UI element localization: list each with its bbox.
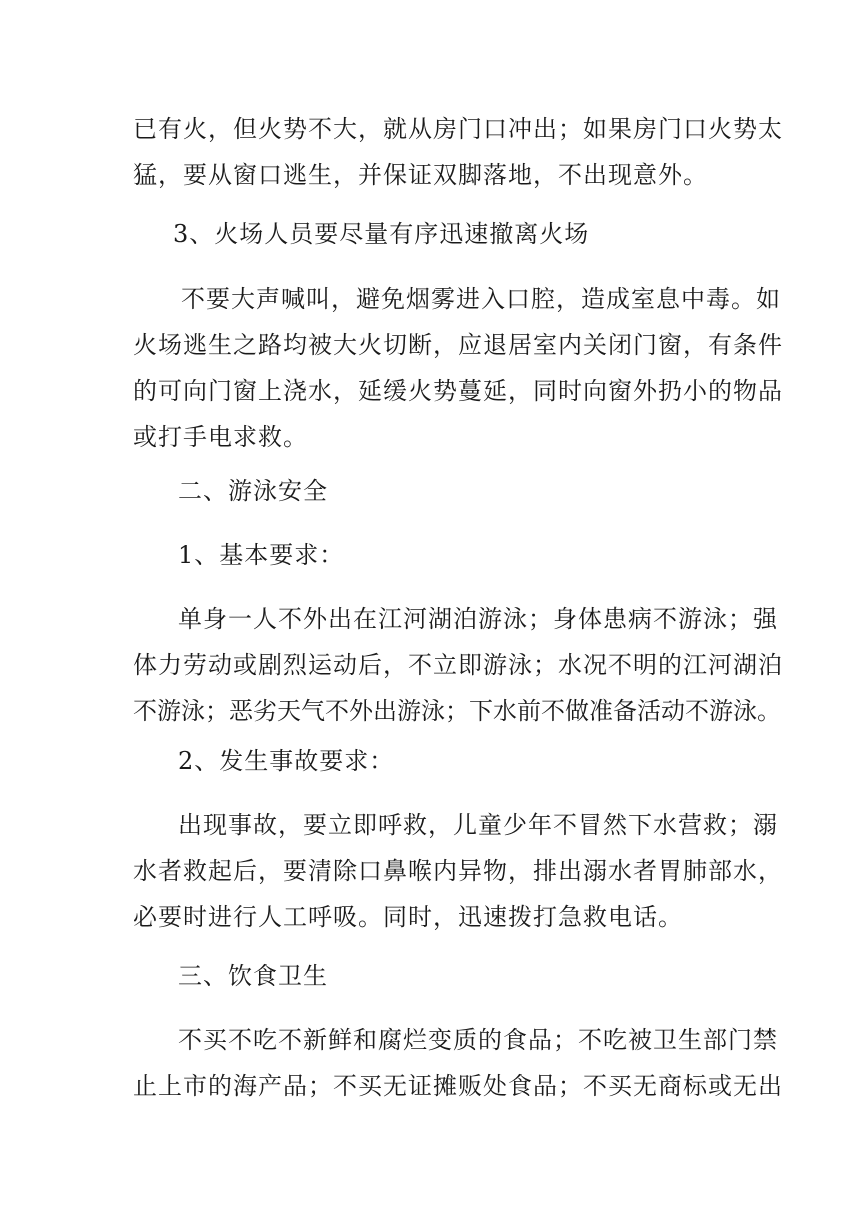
text-line: 已有火，但火势不大，就从房门口冲出；如果房门口火势太	[133, 115, 783, 143]
text-line: 猛，要从窗口逃生，并保证双脚落地，不出现意外。	[133, 161, 708, 189]
subheading-accident-requirements	[178, 738, 778, 784]
text-line: 必要时进行人工呼吸。同时，迅速拨打急救电话。	[133, 903, 683, 931]
paragraph-fire-escape-continued	[133, 106, 783, 198]
text-line: 单身一人不外出在江河湖泊游泳；身体患病不游泳；强	[178, 605, 778, 633]
heading-evacuate-fire-scene	[173, 211, 773, 257]
heading-text: 3、火场人员要尽量有序迅速撤离火场	[173, 220, 590, 248]
text-line: 不买不吃不新鲜和腐烂变质的食品；不吃被卫生部门禁	[178, 1026, 778, 1054]
heading-text: 1、基本要求：	[178, 541, 345, 569]
text-line: 或打手电求救。	[133, 423, 308, 451]
paragraph-food-rules	[133, 1017, 783, 1109]
heading-text: 三、饮食卫生	[178, 962, 328, 990]
paragraph-accident-response	[133, 802, 783, 940]
paragraph-swimming-rules	[133, 596, 783, 734]
text-line: 的可向门窗上浇水，延缓火势蔓延，同时向窗外扔小的物品	[133, 377, 783, 405]
heading-text: 二、游泳安全	[178, 477, 328, 505]
paragraph-fire-escape-guidance	[133, 276, 783, 460]
text-line: 火场逃生之路均被大火切断，应退居室内关闭门窗，有条件	[133, 331, 783, 359]
text-line: 出现事故，要立即呼救，儿童少年不冒然下水营救；溺	[178, 811, 778, 839]
section-heading-food-hygiene	[178, 953, 778, 999]
text-line: 不游泳；恶劣天气不外出游泳；下水前不做准备活动不游泳。	[133, 697, 781, 725]
section-heading-swimming-safety	[178, 468, 778, 514]
text-line: 止上市的海产品；不买无证摊贩处食品；不买无商标或无出	[133, 1072, 783, 1100]
text-line: 水者救起后，要清除口鼻喉内异物，排出溺水者胃肺部水，	[133, 857, 783, 885]
heading-text: 2、发生事故要求：	[178, 747, 395, 775]
subheading-basic-requirements	[178, 532, 778, 578]
text-line: 不要大声喊叫，避免烟雾进入口腔，造成室息中毒。如	[181, 285, 781, 313]
text-line: 体力劳动或剧烈运动后，不立即游泳；水况不明的江河湖泊	[133, 651, 783, 679]
